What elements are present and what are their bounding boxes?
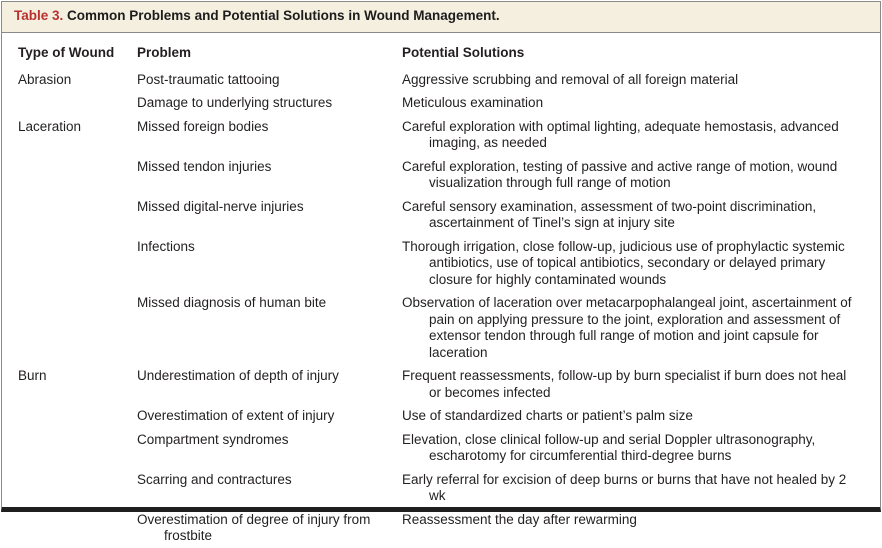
- table-body: [18, 68, 866, 548]
- cell-problem: Missed diagnosis of human bite: [137, 295, 327, 311]
- cell-solution: Observation of laceration over metacarpophalangeal joint, ascertainment of pain on applying pressure to the joint, exploration and assessment of extensor tendon through full range of motion and joint capsule for laceration: [402, 295, 852, 360]
- cell-type-of-wound: [18, 195, 137, 235]
- table-row: [18, 468, 866, 508]
- table-title: Common Problems and Potential Solutions in Wound Management.: [67, 8, 500, 23]
- cell-problem: Overestimation of extent of injury: [137, 408, 335, 424]
- cell-solution: Frequent reassessments, follow-up by burn specialist if burn does not heal or becomes infected: [402, 368, 847, 400]
- cell-solution: Careful sensory examination, assessment of two-point discrimination, ascertainment of Tinel’s sign at injury site: [402, 198, 817, 231]
- column-header-problem: Problem: [137, 44, 192, 60]
- table-row: [18, 405, 866, 429]
- cell-problem: Missed foreign bodies: [137, 118, 269, 134]
- cell-solution: Elevation, close clinical follow-up and serial Doppler ultrasonography, escharotomy for circumferential third-degree burns: [402, 431, 816, 464]
- table-row: [18, 365, 866, 405]
- cell-type-of-wound: [18, 405, 137, 429]
- table-header-row: [18, 33, 866, 68]
- cell-solution: Careful exploration with optimal lighting, adequate hemostasis, advanced imaging, as needed: [402, 118, 839, 151]
- cell-type-of-wound: Laceration: [18, 118, 82, 134]
- cell-problem: Missed digital-nerve injuries: [137, 198, 304, 214]
- cell-solution: Reassessment the day after rewarming: [402, 511, 637, 527]
- cell-problem: Overestimation of degree of injury from frostbite: [137, 511, 371, 544]
- table-row: [18, 155, 866, 195]
- cell-type-of-wound: [18, 235, 137, 292]
- cell-type-of-wound: [18, 508, 137, 548]
- cell-problem: Underestimation of depth of injury: [137, 368, 339, 384]
- cell-solution: Aggressive scrubbing and removal of all foreign material: [402, 71, 739, 87]
- cell-type-of-wound: [18, 155, 137, 195]
- cell-problem: Scarring and contractures: [137, 471, 292, 487]
- cell-type-of-wound: Abrasion: [18, 71, 72, 87]
- cell-type-of-wound: [18, 428, 137, 468]
- cell-solution: Thorough irrigation, close follow-up, judicious use of prophylactic systemic antibiotics, use of topical antibiotics, secondary or delayed primary closure for highly contaminated wounds: [402, 238, 845, 287]
- column-header-type-of-wound: Type of Wound: [18, 44, 115, 60]
- table-title-bar: [2, 2, 880, 33]
- cell-problem: Damage to underlying structures: [137, 95, 333, 111]
- cell-solution: Meticulous examination: [402, 95, 544, 111]
- cell-problem: Infections: [137, 238, 195, 254]
- cell-problem: Missed tendon injuries: [137, 158, 272, 174]
- table-row: [18, 115, 866, 155]
- cell-type-of-wound: [18, 92, 137, 116]
- table-row: [18, 92, 866, 116]
- cell-solution: Use of standardized charts or patient’s palm size: [402, 408, 693, 424]
- table-number-label: Table 3.: [14, 8, 64, 23]
- cell-problem: Post-traumatic tattooing: [137, 71, 280, 87]
- table-grid: [2, 33, 880, 548]
- table-row: [18, 195, 866, 235]
- cell-type-of-wound: [18, 468, 137, 508]
- table-row: [18, 68, 866, 92]
- table-card: [1, 1, 881, 544]
- table-row: [18, 508, 866, 548]
- cell-problem: Compartment syndromes: [137, 431, 289, 447]
- cell-solution: Careful exploration, testing of passive and active range of motion, wound visualization through full range of motion: [402, 158, 838, 191]
- cell-type-of-wound: Burn: [18, 368, 47, 384]
- table-row: [18, 428, 866, 468]
- column-header-potential-solutions: Potential Solutions: [402, 44, 525, 60]
- table-row: [18, 235, 866, 292]
- cell-type-of-wound: [18, 292, 137, 365]
- cell-solution: Early referral for excision of deep burns or burns that have not healed by 2 wk: [402, 471, 847, 504]
- table-row: [18, 292, 866, 365]
